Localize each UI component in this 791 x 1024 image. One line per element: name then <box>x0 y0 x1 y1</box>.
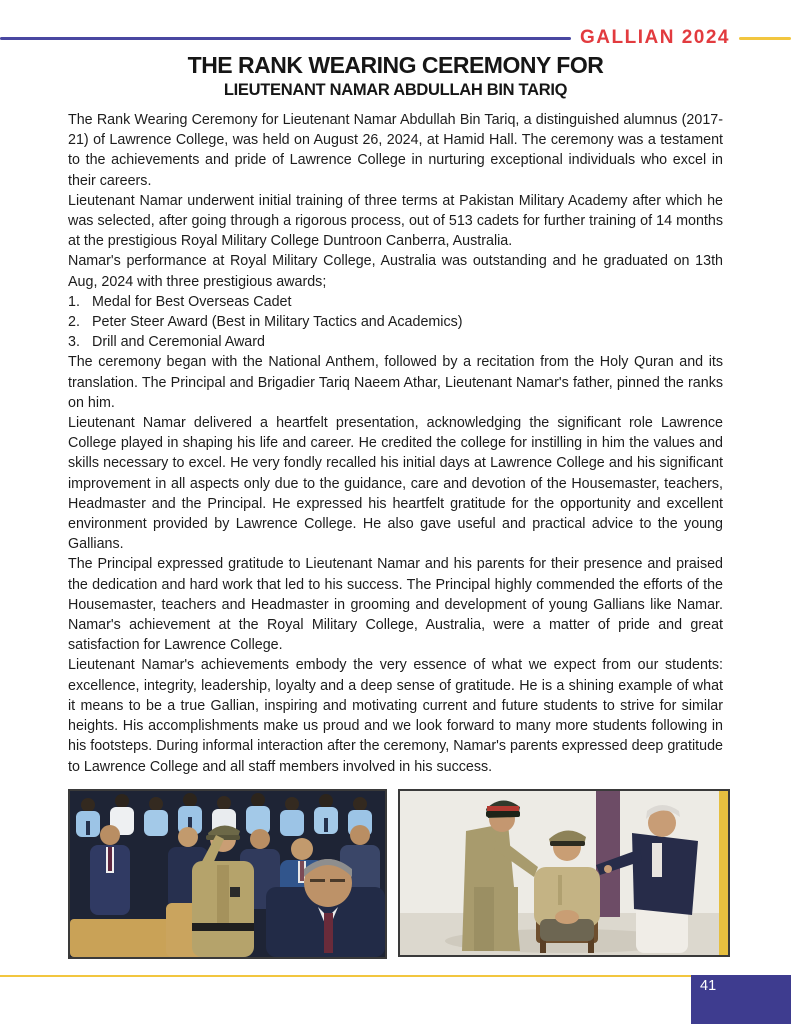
award-list-item <box>68 292 723 312</box>
page-number-badge <box>691 975 791 1024</box>
header-rule-right-segment <box>739 37 791 40</box>
photo-right-illustration <box>400 791 728 955</box>
paragraph: The Rank Wearing Ceremony for Lieutenant Namar Abdullah Bin Tariq, a distinguished alumnus (2017-21) of Lawrence College, was held on August 26, 2024, at Hamid Hall. The ceremony was a testament to the achievements and pride of Lawrence College in nurturing exceptional individuals who excel in their careers. <box>68 112 723 189</box>
page-number: 41 <box>700 978 717 994</box>
header-rule-left-segment <box>0 37 571 40</box>
award-text: Drill and Ceremonial Award <box>92 334 265 351</box>
award-number: 3. <box>68 334 80 351</box>
paragraph: Lieutenant Namar underwent initial training of three terms at Pakistan Military Academy after which he was selected, after going through a rigorous process, out of 513 cadets for further training of 14 months at the prestigious Royal Military College Duntroon Canberra, Australia. <box>68 192 723 250</box>
article <box>68 52 723 959</box>
paragraph: The Principal expressed gratitude to Lieutenant Namar and his parents for their presence and praised the dedication and hard work that led to his success. The Principal highly commended the efforts of the Housemaster, teachers and Headmaster in grooming and development of young Gallians like Namar. Namar's achievement at the Royal Military College, Australia, were a matter of pride and great satisfaction for Lawrence College. <box>68 556 723 654</box>
award-number: 1. <box>68 293 80 310</box>
ceremony-photo-audience-salute <box>68 789 387 959</box>
magazine-title: GALLIAN 2024 <box>580 27 730 48</box>
award-number: 2. <box>68 314 80 331</box>
article-title-line1: THE RANK WEARING CEREMONY FOR <box>187 52 604 78</box>
article-title-line2: LIEUTENANT NAMAR ABDULLAH BIN TARIQ <box>223 81 568 99</box>
paragraph: The ceremony began with the National Anthem, followed by a recitation from the Holy Quran and its translation. The Principal and Brigadier Tariq Naeem Athar, Lieutenant Namar's father, pinned the ranks on him. <box>68 354 723 411</box>
footer-rule <box>0 975 691 977</box>
paragraph: Namar's performance at Royal Military College, Australia was outstanding and he graduated on 13th Aug, 2024 with three prestigious awards; <box>68 253 723 290</box>
paragraph: Lieutenant Namar delivered a heartfelt presentation, acknowledging the significant role Lawrence College played in shaping his life and career. He credited the college for instilling in him the values and skills necessary to excel. He very fondly recalled his initial days at Lawrence College and his significant improvement in all aspects only due to the guidance, care and devotion of the Housemaster, teachers, Headmaster and the Principal. He expressed his heartfelt gratitude for the opportunity and excellent environment provided by Lawrence College. He also gave useful and practical advice to the young Gallians. <box>68 415 723 553</box>
article-body <box>68 110 723 777</box>
ceremony-photo-rank-pinning <box>398 789 730 957</box>
header-rule <box>0 27 791 49</box>
award-text: Medal for Best Overseas Cadet <box>92 293 292 310</box>
award-list-item <box>68 312 723 332</box>
paragraph: Lieutenant Namar's achievements embody the very essence of what we expect from our students: excellence, integrity, leadership, loyalty and a deep sense of gratitude. He is a shining example of what it means to be a true Gallian, inspiring and motivating current and future students to strive for similar heights. His accomplishments make us proud and we look forward to many more students following in his footsteps. During informal interaction after the ceremony, Namar's parents expressed deep gratitude to Lawrence College and all staff members involved in his success. <box>68 657 723 775</box>
photo-left-illustration <box>70 791 385 957</box>
award-list-item <box>68 332 723 352</box>
award-text: Peter Steer Award (Best in Military Tactics and Academics) <box>92 314 463 331</box>
photo-row <box>68 789 730 959</box>
yellow-curtain-strip <box>719 791 728 955</box>
